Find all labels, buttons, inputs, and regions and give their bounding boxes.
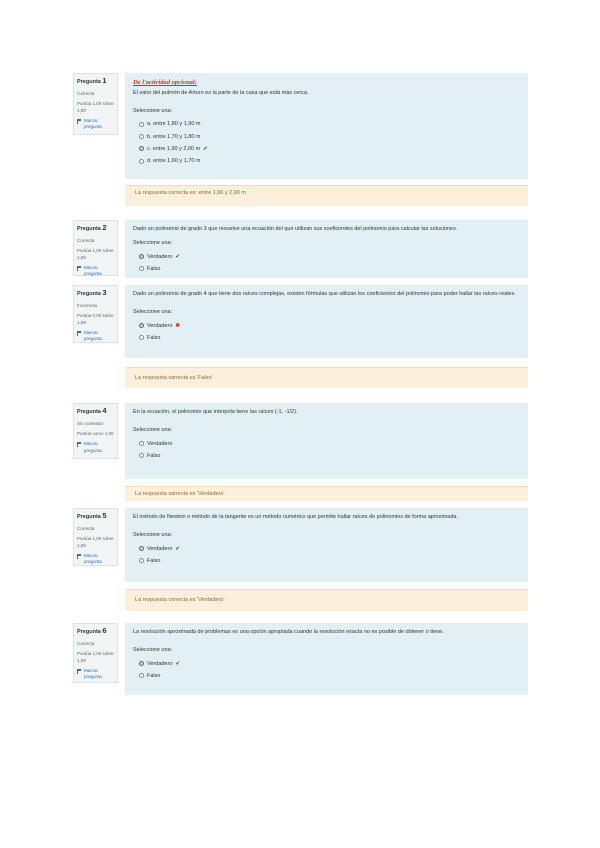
answer-option[interactable]: c. entre 1,90 y 2,00 m ✔ bbox=[139, 145, 520, 153]
answer-option[interactable]: Verdadero ✔ bbox=[139, 660, 520, 668]
answer-option[interactable]: b. entre 1,70 y 1,80 m bbox=[139, 133, 520, 141]
question-mark: Puntúa 1,00 sobre 1,00 bbox=[77, 536, 114, 548]
question-1-info bbox=[73, 73, 118, 135]
question-2-info bbox=[73, 220, 118, 276]
incorrect-cross-icon: ✖ bbox=[175, 322, 180, 329]
question-3-info bbox=[73, 285, 118, 343]
radio-button[interactable] bbox=[139, 159, 144, 164]
flag-icon bbox=[77, 442, 82, 447]
radio-button[interactable] bbox=[139, 266, 144, 271]
question-4-content bbox=[125, 403, 528, 479]
question-4-info bbox=[73, 403, 118, 459]
question-5-content bbox=[125, 508, 528, 582]
radio-button[interactable] bbox=[139, 673, 144, 678]
question-prompt: Seleccione una: bbox=[133, 532, 173, 539]
answer-option[interactable]: Falso bbox=[139, 452, 520, 460]
question-mark: Puntúa 1,00 sobre 1,00 bbox=[77, 248, 114, 260]
question-text: El valor del pulmón de Arturo es la parte de la casa que está más cerca. bbox=[133, 89, 309, 96]
question-3-content bbox=[125, 285, 528, 358]
question-state: Correcta bbox=[77, 90, 95, 96]
question-prompt: Seleccione una: bbox=[133, 108, 173, 114]
question-text: Dado un polinomio de grado 4 que tiene dos raíces complejas, existen fórmulas que utilizan los coeficientes del polinomio para poder hallar las raíces reales. bbox=[133, 291, 516, 297]
radio-button[interactable] bbox=[139, 254, 144, 259]
radio-button[interactable] bbox=[139, 453, 144, 458]
question-number: Pregunta 5 bbox=[77, 511, 107, 520]
question-6-info bbox=[73, 623, 118, 683]
radio-button[interactable] bbox=[139, 146, 144, 151]
flag-question-link[interactable]: Marcar pregunta bbox=[77, 265, 114, 278]
radio-button[interactable] bbox=[139, 134, 144, 139]
answer-option[interactable]: a. entre 1,80 y 1,90 m bbox=[139, 120, 520, 128]
flag-question-link[interactable]: Marcar pregunta bbox=[77, 553, 114, 566]
correct-check-icon: ✔ bbox=[175, 253, 180, 260]
flag-icon bbox=[77, 266, 82, 271]
flag-icon bbox=[77, 119, 82, 124]
question-state: Correcta bbox=[77, 237, 95, 243]
question-text: Dado un polinomio de grado 3 que resuelve una ecuación del que utilizan sus coeficientes del polinomio para calcular las soluciones. bbox=[133, 226, 458, 232]
question-mark: Puntúa 1,00 sobre 1,00 bbox=[77, 101, 114, 113]
feedback-box: La respuesta correcta es 'Falso' bbox=[125, 367, 528, 388]
question-state: Correcta bbox=[77, 640, 95, 646]
answer-option[interactable]: Verdadero ✔ bbox=[139, 253, 520, 261]
correct-check-icon: ✔ bbox=[175, 660, 180, 667]
radio-button[interactable] bbox=[139, 546, 144, 551]
question-header: De l'actividad opcional: bbox=[133, 79, 197, 86]
question-number: Pregunta 4 bbox=[77, 406, 107, 415]
question-state: Correcta bbox=[77, 525, 95, 531]
question-2-content bbox=[125, 220, 528, 278]
question-mark: Puntúa como 1,00 bbox=[77, 431, 114, 437]
radio-button[interactable] bbox=[139, 441, 144, 446]
answer-option[interactable]: Verdadero ✔ bbox=[139, 545, 520, 553]
radio-button[interactable] bbox=[139, 335, 144, 340]
question-number: Pregunta 3 bbox=[77, 288, 107, 297]
correct-check-icon: ✔ bbox=[175, 545, 180, 552]
question-state: Sin contestar bbox=[77, 420, 104, 426]
flag-icon bbox=[77, 554, 82, 559]
flag-question-link[interactable]: Marcar pregunta bbox=[77, 118, 114, 131]
radio-button[interactable] bbox=[139, 558, 144, 563]
flag-question-link[interactable]: Marcar pregunta bbox=[77, 330, 114, 343]
answer-option[interactable]: d. entre 1,60 y 1,70 m bbox=[139, 157, 520, 165]
answer-option[interactable]: Falso bbox=[139, 557, 520, 565]
question-state: Incorrecta bbox=[77, 302, 98, 308]
feedback-box: La respuesta correcta es: entre 1,90 y 2,00 m bbox=[125, 185, 528, 206]
question-prompt: Seleccione una: bbox=[133, 427, 173, 434]
question-text: La resolución aproximada de problemas es una opción apropiada cuando la resolución exacta no es posible de obtener o tiene. bbox=[133, 629, 444, 635]
radio-button[interactable] bbox=[139, 122, 144, 127]
question-mark: Puntúa 1,00 sobre 1,00 bbox=[77, 651, 114, 663]
question-number: Pregunta 6 bbox=[77, 626, 107, 635]
flag-icon bbox=[77, 331, 82, 336]
question-prompt: Seleccione una: bbox=[133, 240, 173, 247]
answer-option[interactable]: Falso bbox=[139, 672, 520, 680]
question-1-content bbox=[125, 73, 528, 179]
question-6-content bbox=[125, 623, 528, 695]
question-prompt: Seleccione una: bbox=[133, 309, 173, 316]
answer-option[interactable]: Falso bbox=[139, 265, 520, 273]
radio-button[interactable] bbox=[139, 661, 144, 666]
question-number: Pregunta 1 bbox=[77, 76, 107, 85]
flag-question-link[interactable]: Marcar pregunta bbox=[77, 441, 114, 454]
flag-icon bbox=[77, 669, 82, 674]
answer-option[interactable]: Verdadero bbox=[139, 440, 520, 448]
question-5-info bbox=[73, 508, 118, 566]
feedback-box: La respuesta correcta es 'Verdadero' bbox=[125, 589, 528, 611]
question-text: En la ecuación, el polinomio que interpola tiene las raíces (-1, -1/2). bbox=[133, 409, 298, 415]
radio-button[interactable] bbox=[139, 323, 144, 328]
question-prompt: Seleccione una: bbox=[133, 647, 173, 654]
feedback-box: La respuesta correcta es 'Verdadero' bbox=[125, 486, 528, 501]
question-number: Pregunta 2 bbox=[77, 223, 107, 232]
flag-question-link[interactable]: Marcar pregunta bbox=[77, 668, 114, 681]
question-mark: Puntúa 0,00 sobre 1,00 bbox=[77, 313, 114, 325]
answer-option[interactable]: Falso bbox=[139, 334, 520, 342]
correct-check-icon: ✔ bbox=[203, 145, 208, 152]
question-text: El método de Newton o método de la tangente es un método numérico que permite hallar raíces de polinomios de forma aproximada. bbox=[133, 514, 458, 520]
answer-option[interactable]: Verdadero ✖ bbox=[139, 322, 520, 330]
